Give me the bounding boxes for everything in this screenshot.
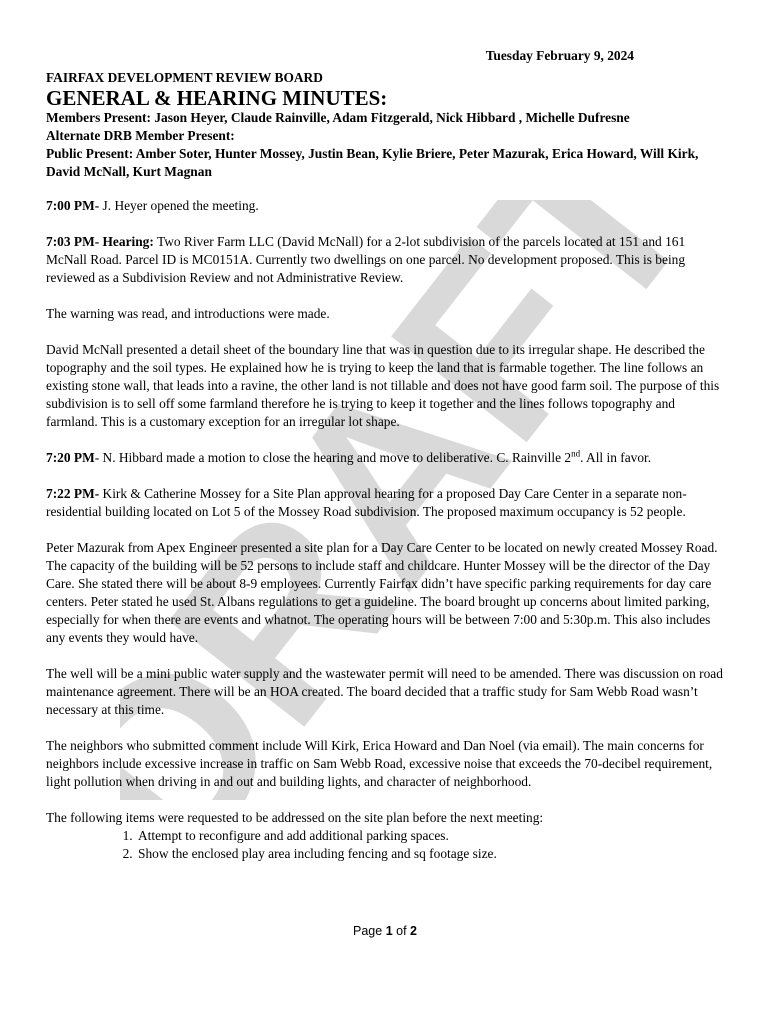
public-label: Public Present: [46, 146, 134, 161]
entry-site-plan-hearing [46, 485, 726, 521]
members-present [46, 109, 726, 127]
paragraph-well-water: The well will be a mini public water supply and the wastewater permit will need to be amended. There was discussion on road maintenance agreement. There will be an HOA created. The board decided that a traffic study for Sam Webb Road wasn’t necessary at this time. [46, 666, 723, 717]
alternate-label: Alternate DRB Member Present: [46, 128, 235, 143]
list-item: 2. Show the enclosed play area including fencing and sq footage size. [136, 845, 726, 863]
ordinal-suffix: nd [571, 448, 581, 459]
paragraph-neighbors: The neighbors who submitted comment include Will Kirk, Erica Howard and Dan Noel (via email). The main concerns for neighbors include excessive increase in traffic on Sam Webb Road, excessive noise that exceeds the 70-decibel requirement, light pollution when driving in and out and building lights, and character of neighborhood. [46, 738, 713, 789]
entry-hearing-subdivision [46, 233, 726, 287]
paragraph-warning: The warning was read, and introductions were made. [46, 306, 330, 321]
paragraph-mazurak-presentation: Peter Mazurak from Apex Engineer presented a site plan for a Day Care Center to be located on newly created Mossey Road. The capacity of the building will be 52 persons to include staff and childcare. Hunter Mossey will be the director of the Day Care. She stated there will be about 8-9 employees. Currently Fairfax didn’t have specific parking requirements for day care centers. Peter stated he used St. Albans regulations to get a guideline. The board brought up concerns about limited parking, especially for when there are events and whatnot. The operating hours will be between 7:00 and 5:30p.m. This also includes any events they would have. [46, 540, 718, 645]
watermark-text: DRAFT [120, 200, 720, 800]
public-list: Amber Soter, Hunter Mossey, Justin Bean, Kylie Briere, Peter Mazurak, Erica Howard, Will Kirk, David McNall, Kurt Magnan [46, 146, 699, 179]
page-number: 1 [385, 924, 393, 938]
organization-name: FAIRFAX DEVELOPMENT REVIEW BOARD [46, 70, 323, 85]
entry-motion-close-hearing [46, 449, 726, 467]
attendance-section [46, 109, 726, 181]
list-item: 1. Attempt to reconfigure and add additional parking spaces. [136, 827, 726, 845]
members-label: Members Present: [46, 110, 151, 125]
entry-text: J. Heyer opened the meeting. [102, 198, 259, 213]
document-title: GENERAL & HEARING MINUTES: [46, 86, 388, 110]
members-list: Jason Heyer, Claude Rainville, Adam Fitzgerald, Nick Hibbard , Michelle Dufresne [154, 110, 630, 125]
of-label: of [396, 924, 407, 938]
paragraph-requested-items: The following items were requested to be addressed on the site plan before the next meeting: [46, 810, 544, 825]
entry-text-end: . All in favor. [580, 450, 652, 465]
entry-text: Kirk & Catherine Mossey for a Site Plan approval hearing for a proposed Day Care Center in a separate non-residential building located on Lot 5 of the Mossey Road subdivision. The proposed maximum occupancy is 52 people. [46, 486, 687, 519]
entry-time: 7:00 PM- [46, 198, 100, 213]
public-present [46, 145, 726, 181]
entry-opening [46, 197, 726, 215]
page-label: Page [353, 924, 383, 938]
page-total: 2 [410, 924, 417, 938]
paragraph-mcnall-presentation: David McNall presented a detail sheet of the boundary line that was in question due to its irregular shape. He described the topography and the soil types. He explained how he is trying to keep the land that is farmable together. The line follows an existing stone wall, that leads into a ravine, the other land is not tillable and does not have good farm soil. The purpose of this subdivision is to sell off some farmland therefore he is trying to keep it together and the lines follows topography and farmland. This is a customary exception for an irregular lot shape. [46, 342, 720, 429]
entry-time: 7:03 PM- Hearing: [46, 234, 154, 249]
meeting-date: Tuesday February 9, 2024 [485, 48, 634, 63]
entry-time: 7:20 PM [46, 450, 95, 465]
requested-items-list [46, 827, 726, 863]
document-page [46, 47, 726, 863]
entry-time: 7:22 PM- [46, 486, 100, 501]
page-footer [0, 924, 770, 938]
entry-text: - N. Hibbard made a motion to close the hearing and move to deliberative. C. Rainville 2 [94, 450, 572, 465]
entry-text: Two River Farm LLC (David McNall) for a 2-lot subdivision of the parcels located at 151 and 161 McNall Road. Parcel ID is MC0151A. Currently two dwellings on one parcel. No development proposed. This is being reviewed as a Subdivision Review and not Administrative Review. [46, 234, 686, 285]
